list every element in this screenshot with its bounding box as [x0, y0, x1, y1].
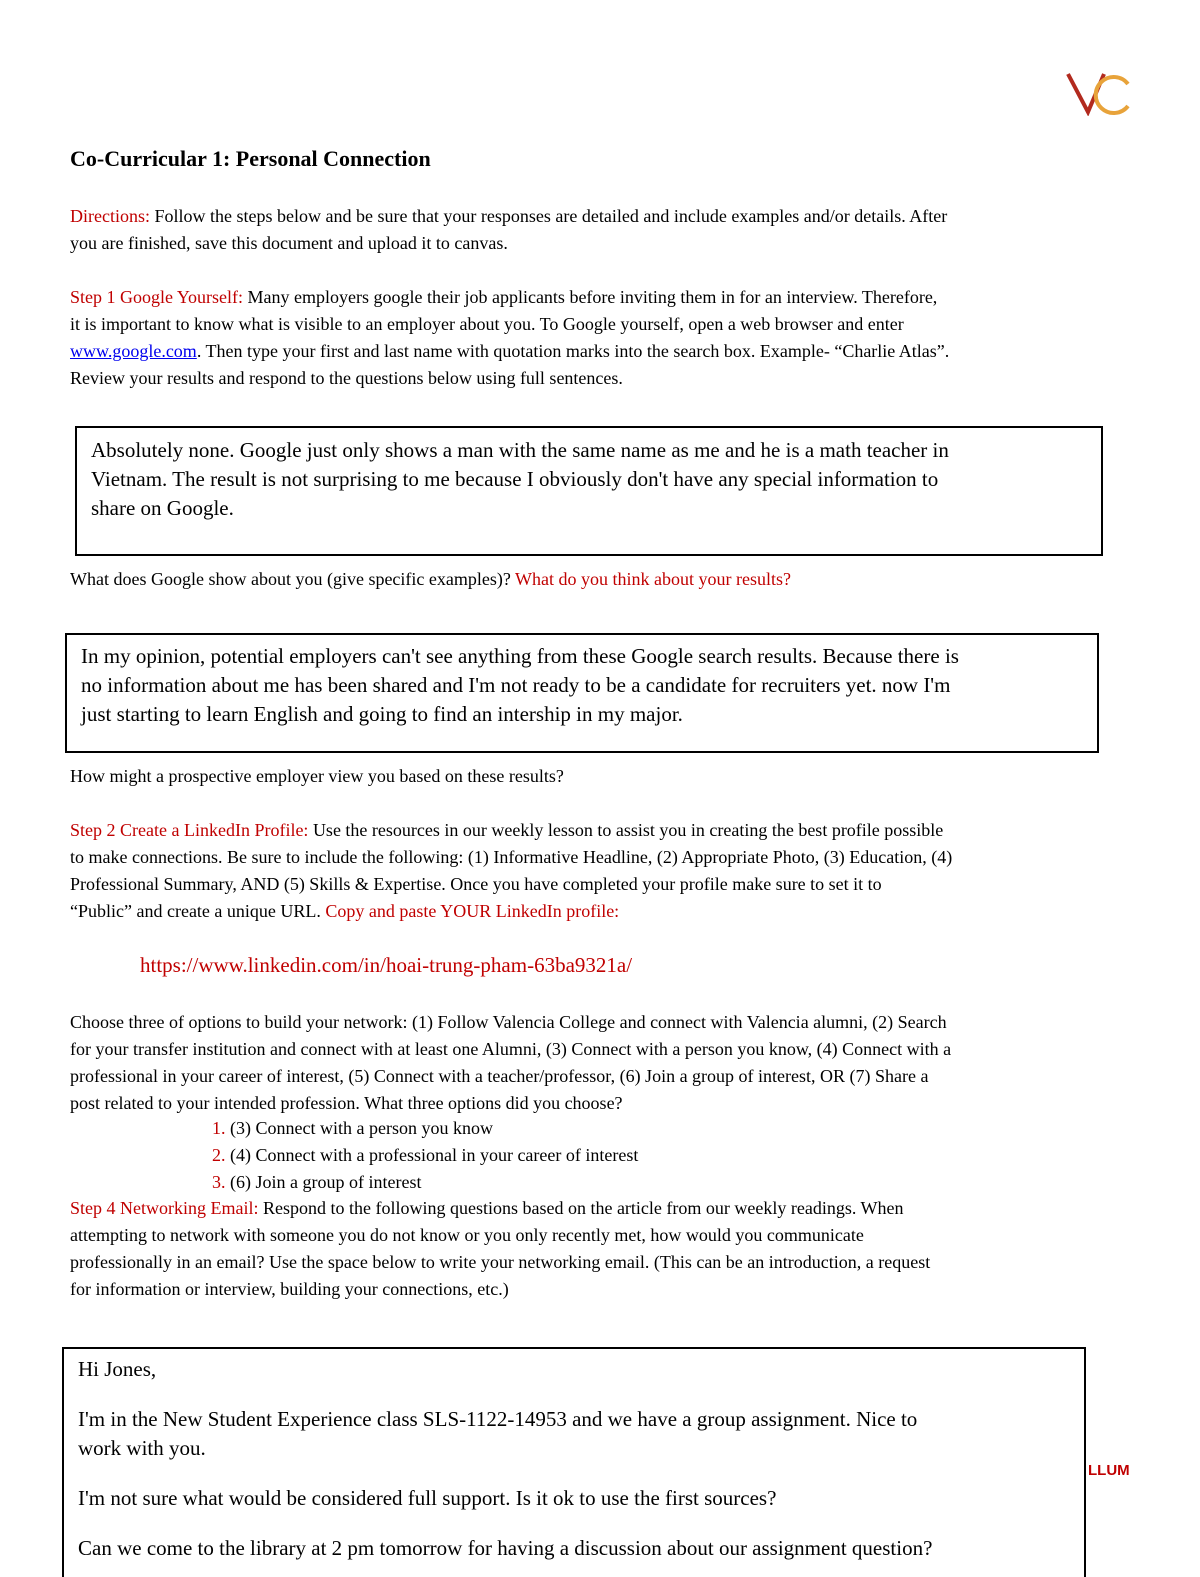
step4-line-2: attempting to network with someone you do not know or you only recently met, how would you communicate [70, 1225, 864, 1245]
answer-line: share on Google. [91, 496, 234, 520]
email-paragraph-3: Can we come to the library at 2 pm tomorrow for having a discussion about our assignment question? [78, 1536, 933, 1560]
email-paragraph-1-line-2: work with you. [78, 1436, 206, 1460]
step3-line-1: Choose three of options to build your network: (1) Follow Valencia College and connect with Valencia alumni, (2) Search [70, 1012, 947, 1032]
directions-line-1: Directions: Follow the steps below and be sure that your responses are detailed and include examples and/or details. After [70, 206, 948, 226]
answer-line: just starting to learn English and going to find an intership in my major. [81, 702, 683, 726]
step1-line-2: it is important to know what is visible to an employer about you. To Google yourself, open a web browser and enter [70, 314, 904, 334]
answer-line: Absolutely none. Google just only shows a man with the same name as me and he is a math teacher in [91, 438, 949, 462]
answer-line: no information about me has been shared and I'm not ready to be a candidate for recruiters yet. now I'm [81, 673, 951, 697]
answer-box-google-results[interactable] [75, 426, 1103, 556]
directions-line-2: you are finished, save this document and upload it to canvas. [70, 233, 508, 253]
list-item: 1. (3) Connect with a person you know [212, 1118, 493, 1138]
list-item: 3. (6) Join a group of interest [212, 1172, 422, 1192]
step3-line-4: post related to your intended profession. What three options did you choose? [70, 1093, 623, 1113]
step3-line-2: for your transfer institution and connect with at least one Alumni, (3) Connect with a person you know, (4) Connect with a [70, 1039, 952, 1059]
step2-line-3: Professional Summary, AND (5) Skills & Expertise. Once you have completed your profile make sure to set it to [70, 874, 882, 894]
list-item: 2. (4) Connect with a professional in your career of interest [212, 1145, 639, 1165]
answer-line: Vietnam. The result is not surprising to me because I obviously don't have any special information to [91, 467, 939, 491]
google-link[interactable]: www.google.com [70, 341, 197, 361]
step3-line-3: professional in your career of interest, (5) Connect with a teacher/professor, (6) Join a group of interest, OR (7) Share a [70, 1066, 929, 1086]
step4-line-3: professionally in an email? Use the space below to write your networking email. (This can be an introduction, a request [70, 1252, 931, 1272]
step2-label: Step 2 Create a LinkedIn Profile: [70, 820, 309, 840]
directions-label: Directions: [70, 206, 150, 226]
email-greeting: Hi Jones, [78, 1357, 157, 1381]
step1-line-1: Step 1 Google Yourself: Many employers google their job applicants before inviting them in for an interview. Therefore, [70, 287, 938, 307]
answer-line: In my opinion, potential employers can't see anything from these Google search results. Because there is [81, 644, 959, 668]
page-title: Co-Curricular 1: Personal Connection [70, 146, 431, 171]
step4-line-1: Step 4 Networking Email: Respond to the following questions based on the article from our weekly readings. When [70, 1198, 904, 1218]
step1-label: Step 1 Google Yourself: [70, 287, 244, 307]
linkedin-profile-url[interactable]: https://www.linkedin.com/in/hoai-trung-pham-63ba9321a/ [140, 953, 633, 977]
step1-line-3: www.google.com. Then type your first and last name with quotation marks into the search box. Example- “Charlie Atlas”. [70, 341, 950, 361]
step2-line-2: to make connections. Be sure to include the following: (1) Informative Headline, (2) Appropriate Photo, (3) Education, (4) [70, 847, 953, 867]
email-paragraph-1-line-1: I'm in the New Student Experience class SLS-1122-14953 and we have a group assignment. Nice to [78, 1407, 918, 1431]
valencia-college-logo [1066, 70, 1130, 116]
email-paragraph-2: I'm not sure what would be considered full support. Is it ok to use the first sources? [78, 1486, 777, 1510]
step1-line-4: Review your results and respond to the questions below using full sentences. [70, 368, 623, 388]
networking-email-box[interactable] [62, 1347, 1086, 1577]
step4-label: Step 4 Networking Email: [70, 1198, 259, 1218]
question-employer-view: How might a prospective employer view you based on these results? [70, 766, 564, 786]
footer-watermark: LLUM [1088, 1462, 1130, 1479]
answer-box-employer-view[interactable] [65, 633, 1099, 753]
step2-line-4: “Public” and create a unique URL. Copy and paste YOUR LinkedIn profile: [70, 901, 620, 921]
step2-line-1: Step 2 Create a LinkedIn Profile: Use the resources in our weekly lesson to assist you in creating the best profile possible [70, 820, 944, 840]
step4-line-4: for information or interview, building your connections, etc.) [70, 1279, 509, 1299]
question-google-show: What does Google show about you (give specific examples)? What do you think about your results? [70, 569, 791, 589]
